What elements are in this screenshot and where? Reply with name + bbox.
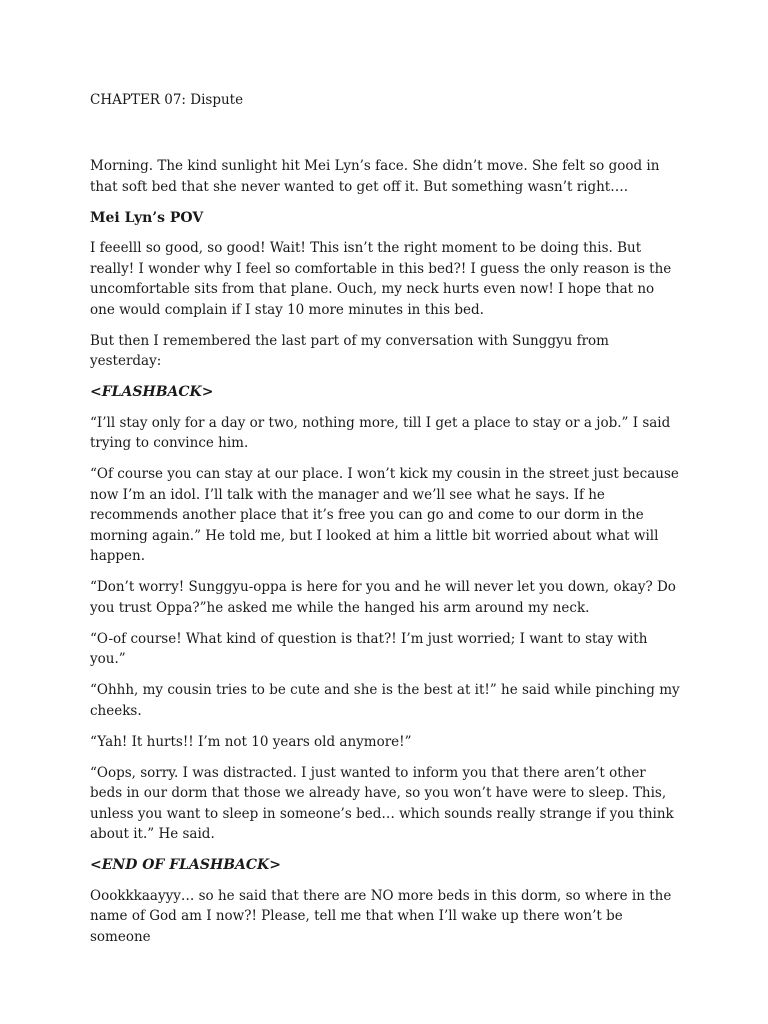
dialogue-paragraph: “Ohhh, my cousin tries to be cute and she is the best at it!” he said while pinching my cheeks.	[90, 682, 680, 719]
flashback-start-marker: <FLASHBACK>	[90, 384, 214, 400]
pov-heading: Mei Lyn’s POV	[90, 209, 204, 226]
dialogue-paragraph: “Oops, sorry. I was distracted. I just wanted to inform you that there aren’t other beds in our dorm that those we already have, so you won’t have were to sleep. This, unless you want to sleep in someone’s bed… which sounds really strange if you think about it.” He said.	[90, 764, 674, 842]
flashback-end-marker: <END OF FLASHBACK>	[90, 857, 281, 873]
paragraph: But then I remembered the last part of my conversation with Sunggyu from yesterday:	[90, 332, 609, 369]
chapter-title: CHAPTER 07: Dispute	[90, 92, 244, 108]
paragraph: Oookkkaayyy… so he said that there are NO more beds in this dorm, so where in the name of God am I now?! Please, tell me that when I’ll wake up there won’t be someone	[90, 887, 672, 945]
dialogue-paragraph: “Of course you can stay at our place. I won’t kick my cousin in the street just because now I’m an idol. I’ll talk with the manager and we’ll see what he says. If he recommends another place that it’s free you can go and come to our dorm in the morning again.” He told me, but I looked at him a little bit worried about what will happen.	[90, 466, 679, 564]
dialogue-paragraph: “Yah! It hurts!! I’m not 10 years old anymore!”	[90, 733, 412, 750]
intro-paragraph: Morning. The kind sunlight hit Mei Lyn’s face. She didn’t move. She felt so good in that soft bed that she never wanted to get off it. But something wasn’t right….	[90, 158, 660, 195]
document-page	[90, 90, 680, 947]
dialogue-paragraph: “I’ll stay only for a day or two, nothing more, till I get a place to stay or a job.” I said trying to convince him.	[90, 414, 671, 451]
dialogue-paragraph: “O-of course! What kind of question is that?! I’m just worried; I want to stay with you.”	[90, 630, 648, 667]
dialogue-paragraph: “Don’t worry! Sunggyu-oppa is here for you and he will never let you down, okay? Do you trust Oppa?”he asked me while the hanged his arm around my neck.	[90, 579, 676, 616]
paragraph: I feeelll so good, so good! Wait! This isn’t the right moment to be doing this. But really! I wonder why I feel so comfortable in this bed?! I guess the only reason is the uncomfortable sits from that plane. Ouch, my neck hurts even now! I hope that no one would complain if I stay 10 more minutes in this bed.	[90, 240, 672, 318]
